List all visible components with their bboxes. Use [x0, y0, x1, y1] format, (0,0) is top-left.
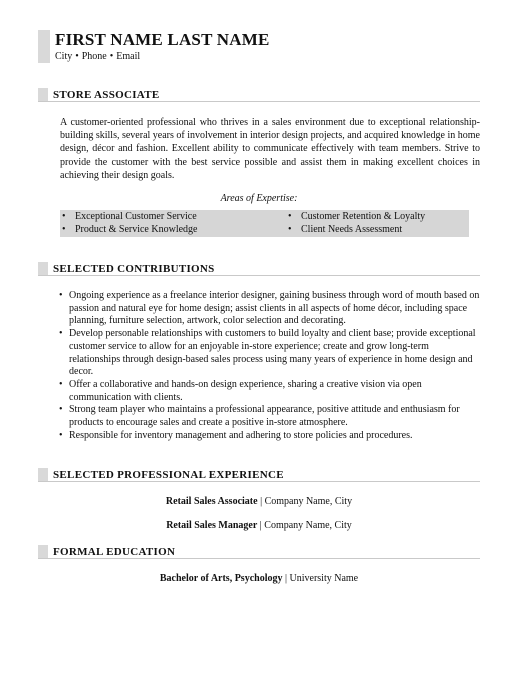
expertise-item: • Client Needs Assessment — [288, 224, 403, 235]
section-title: SELECTED PROFESSIONAL EXPERIENCE — [53, 469, 284, 481]
header-accent-bar — [38, 30, 50, 63]
experience-entry — [38, 496, 480, 507]
section-title: STORE ASSOCIATE — [53, 89, 160, 101]
section-rule — [38, 275, 480, 276]
section-accent-bar — [38, 88, 48, 102]
candidate-name: FIRST NAME LAST NAME — [55, 30, 270, 49]
entry-separator: | — [260, 496, 263, 507]
expertise-item: • Customer Retention & Loyalty — [288, 211, 426, 222]
entry-separator: | — [284, 573, 287, 584]
section-role — [38, 88, 480, 102]
section-title: SELECTED CONTRIBUTIONS — [53, 263, 215, 275]
section-accent-bar — [38, 468, 48, 482]
section-rule — [38, 558, 480, 559]
section-rule — [38, 101, 480, 102]
contributions-list — [57, 290, 482, 442]
section-education — [38, 545, 480, 559]
degree: Bachelor of Arts, Psychology — [159, 573, 283, 584]
contact-city: City — [55, 51, 73, 62]
experience-entry — [38, 520, 480, 531]
company-name: Company Name, City — [264, 496, 353, 507]
summary-paragraph: A customer-oriented professional who thrives in a sales environment due to exceptional relationship-building skills, several years of involvement in interior design projects, and acquired knowledge in home design, décor and fashion. Excellent ability to communicate effectively with team members. Strive to provide the customer with the best service possible and assist them in making excellent choices in achieving their design goals. — [60, 117, 480, 181]
education-entry — [38, 573, 480, 584]
expertise-title: Areas of Expertise: — [220, 193, 298, 204]
list-item: • Develop personable relationships with customers to build loyalty and client base; provide exceptional customer service to allow for an enjoyable in-store experience; create and grow long-term relationships through design-based sales process using many years of experience in home design and decor. — [59, 328, 476, 378]
contact-separator: • — [75, 51, 79, 62]
contact-line — [55, 51, 140, 62]
section-accent-bar — [38, 545, 48, 559]
section-accent-bar — [38, 262, 48, 276]
section-title: FORMAL EDUCATION — [53, 546, 176, 558]
job-title: Retail Sales Associate — [165, 496, 258, 507]
expertise-item: • Product & Service Knowledge — [62, 224, 198, 235]
list-item: • Strong team player who maintains a professional appearance, positive attitude and enthusiasm for products to encourage sales and create a positive in-store atmosphere. — [59, 404, 460, 429]
contact-phone: Phone — [81, 51, 107, 62]
list-item: • Responsible for inventory management and adhering to store policies and procedures. — [59, 429, 413, 441]
contact-email: Email — [116, 51, 141, 62]
list-item: • Ongoing experience as a freelance interior designer, gaining business through word of mouth based on passion and natural eye for home design; assist clients in all aspects of home décor, including space planning, furniture selection, artwork, color selection and decorating. — [59, 290, 480, 327]
list-item: • Offer a collaborative and hands-on design experience, sharing a creative vision via open communication with clients. — [59, 378, 422, 403]
section-experience — [38, 468, 480, 482]
section-contributions — [38, 262, 480, 276]
job-title: Retail Sales Manager — [166, 520, 258, 531]
company-name: Company Name, City — [264, 520, 352, 531]
contact-separator: • — [109, 51, 114, 62]
expertise-item: • Exceptional Customer Service — [62, 211, 197, 222]
entry-separator: | — [259, 520, 262, 531]
school-name: University Name — [289, 573, 359, 584]
section-rule — [38, 481, 480, 482]
